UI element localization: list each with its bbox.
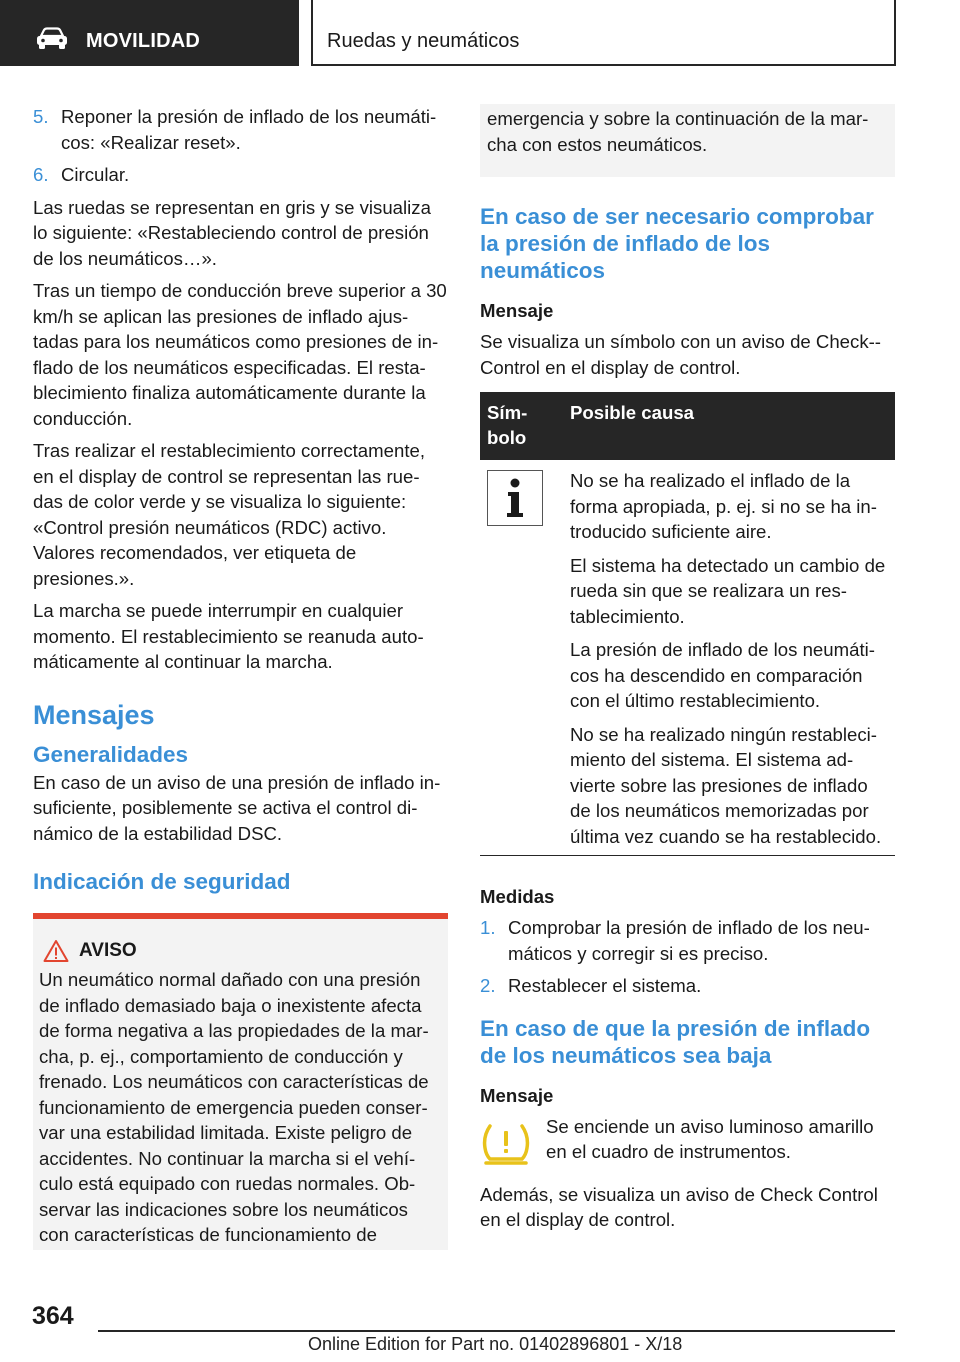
heading-mensaje: Mensaje (480, 300, 554, 321)
cause-text: No se ha realizado ningún restableci‐miento del sistema. El sistema ad‐vierte sobre las presiones de inflado de los neumáticos memorizadas por última vez cuando se ha restablecido. (570, 723, 882, 847)
page-header (0, 0, 960, 66)
cause-text: No se ha realizado el inflado de la forma apropiada, p. ej. si no se ha in‐troducido suficiente aire. (570, 470, 877, 542)
paragraph: Se visualiza un símbolo con un aviso de Check‐-Control en el display de control. (480, 331, 882, 378)
paragraph: En caso de un aviso de una presión de inflado in‐suficiente, posiblemente se activa el control di‐námico de la estabilidad DSC. (33, 771, 441, 844)
edition-note: Online Edition for Part no. 01402896801 - X/18 (308, 1334, 683, 1354)
warning-continuation-box (480, 104, 895, 177)
list-item (480, 973, 895, 999)
step-number: 5. (33, 106, 49, 127)
step-text: Restablecer el sistema. (508, 975, 702, 996)
step-number: 2. (480, 975, 496, 996)
heading-mensaje: Mensaje (480, 1084, 554, 1106)
footer-divider (98, 1330, 895, 1332)
heading-seguridad: Indicación de seguridad (33, 869, 291, 894)
chapter-label: Ruedas y neumáticos (327, 30, 520, 52)
list-item (33, 104, 448, 155)
section-tab (0, 0, 299, 66)
paragraph: Además, se visualiza un aviso de Check Control en el display de control. (480, 1183, 878, 1230)
column-header-cause: Posible causa (563, 392, 895, 460)
cause-text: La presión de inflado de los neumáti‐cos ha descendido en comparación con el último restablecimiento. (570, 639, 875, 711)
warning-triangle-icon (43, 939, 69, 963)
heading-mensajes: Mensajes (33, 699, 155, 730)
paragraph: Las ruedas se representan en gris y se visualiza lo siguiente: «Restableciendo control de presión de los neumáticos…». (33, 196, 431, 269)
info-icon (487, 470, 543, 526)
tire-pressure-warning-icon (480, 1122, 532, 1166)
page-number: 364 (32, 1302, 74, 1330)
tire-icon-wrap (480, 1114, 546, 1172)
left-column (33, 104, 448, 1250)
warning-title: AVISO (79, 940, 137, 961)
section-label: MOVILIDAD (86, 30, 201, 52)
symbol-cell (480, 460, 563, 856)
heading-generalidades: Generalidades (33, 741, 189, 767)
step-text: Comprobar la presión de inflado de los neu‐máticos y corregir si es preciso. (508, 917, 870, 964)
paragraph: La marcha se puede interrumpir en cualquier momento. El restablecimiento se reanuda auto‐máticamente al continuar la marcha. (33, 600, 424, 672)
heading-comprobar: En caso de ser necesario comprobar la presión de inflado de los neumáticos (480, 204, 874, 283)
heading-medidas: Medidas (480, 886, 555, 907)
warning-box (33, 913, 448, 1250)
chapter-tab (311, 0, 896, 66)
cause-text: El sistema ha detectado un cambio de rueda sin que se realizara un res‐tablecimiento. (570, 554, 886, 627)
step-text: Reponer la presión de inflado de los neumáti‐cos: «Realizar reset». (61, 106, 437, 153)
paragraph: Tras realizar el restablecimiento correctamente, en el display de control se representan las rue‐das de color verde y se visualiza lo siguiente: «Control presión neumáticos (RDC) activo. Valores recomendados, ver etiqueta de presiones.». (33, 440, 425, 589)
step-number: 1. (480, 917, 496, 938)
car-icon (34, 27, 70, 51)
table-header-row (480, 392, 895, 460)
list-item (480, 915, 895, 966)
list-item (33, 162, 448, 188)
message-row (480, 1114, 895, 1172)
cause-cell (563, 460, 895, 856)
step-number: 6. (33, 164, 49, 185)
heading-presion-baja: En caso de que la presión de inflado de los neumáticos sea baja (480, 1015, 871, 1068)
warning-header (39, 939, 442, 963)
paragraph: Tras un tiempo de conducción breve superior a 30 km/h se aplican las presiones de inflado ajus‐tadas para los neumáticos como presiones de in‐flado de los neumáticos especificadas. El resta‐blecimiento finaliza automáticamente durante la conducción. (33, 280, 447, 429)
warning-text: Un neumático normal dañado con una presión de inflado demasiado baja o inexistente afecta de forma negativa a las propiedades de la mar‐cha, p. ej., comportamiento de conducción y frenado. Los neumáticos con características de funcionamiento de emergencia pueden conser‐var una estabilidad limitada. Existe peligro de accidentes. No continuar la marcha si el vehí‐culo está equipado con ruedas normales. Ob‐servar las indicaciones sobre los neumáticos con características de funcionamiento de (39, 969, 429, 1245)
warning-continuation-text: emergencia y sobre la continuación de la mar‐cha con estos neumáticos. (487, 108, 869, 155)
cause-table (480, 392, 895, 856)
table-row (480, 460, 895, 856)
paragraph: Se enciende un aviso luminoso amarillo en el cuadro de instrumentos. (546, 1115, 874, 1162)
step-text: Circular. (61, 164, 130, 185)
right-column (480, 104, 895, 1240)
column-header-symbol: Sím‐bolo (480, 392, 563, 460)
